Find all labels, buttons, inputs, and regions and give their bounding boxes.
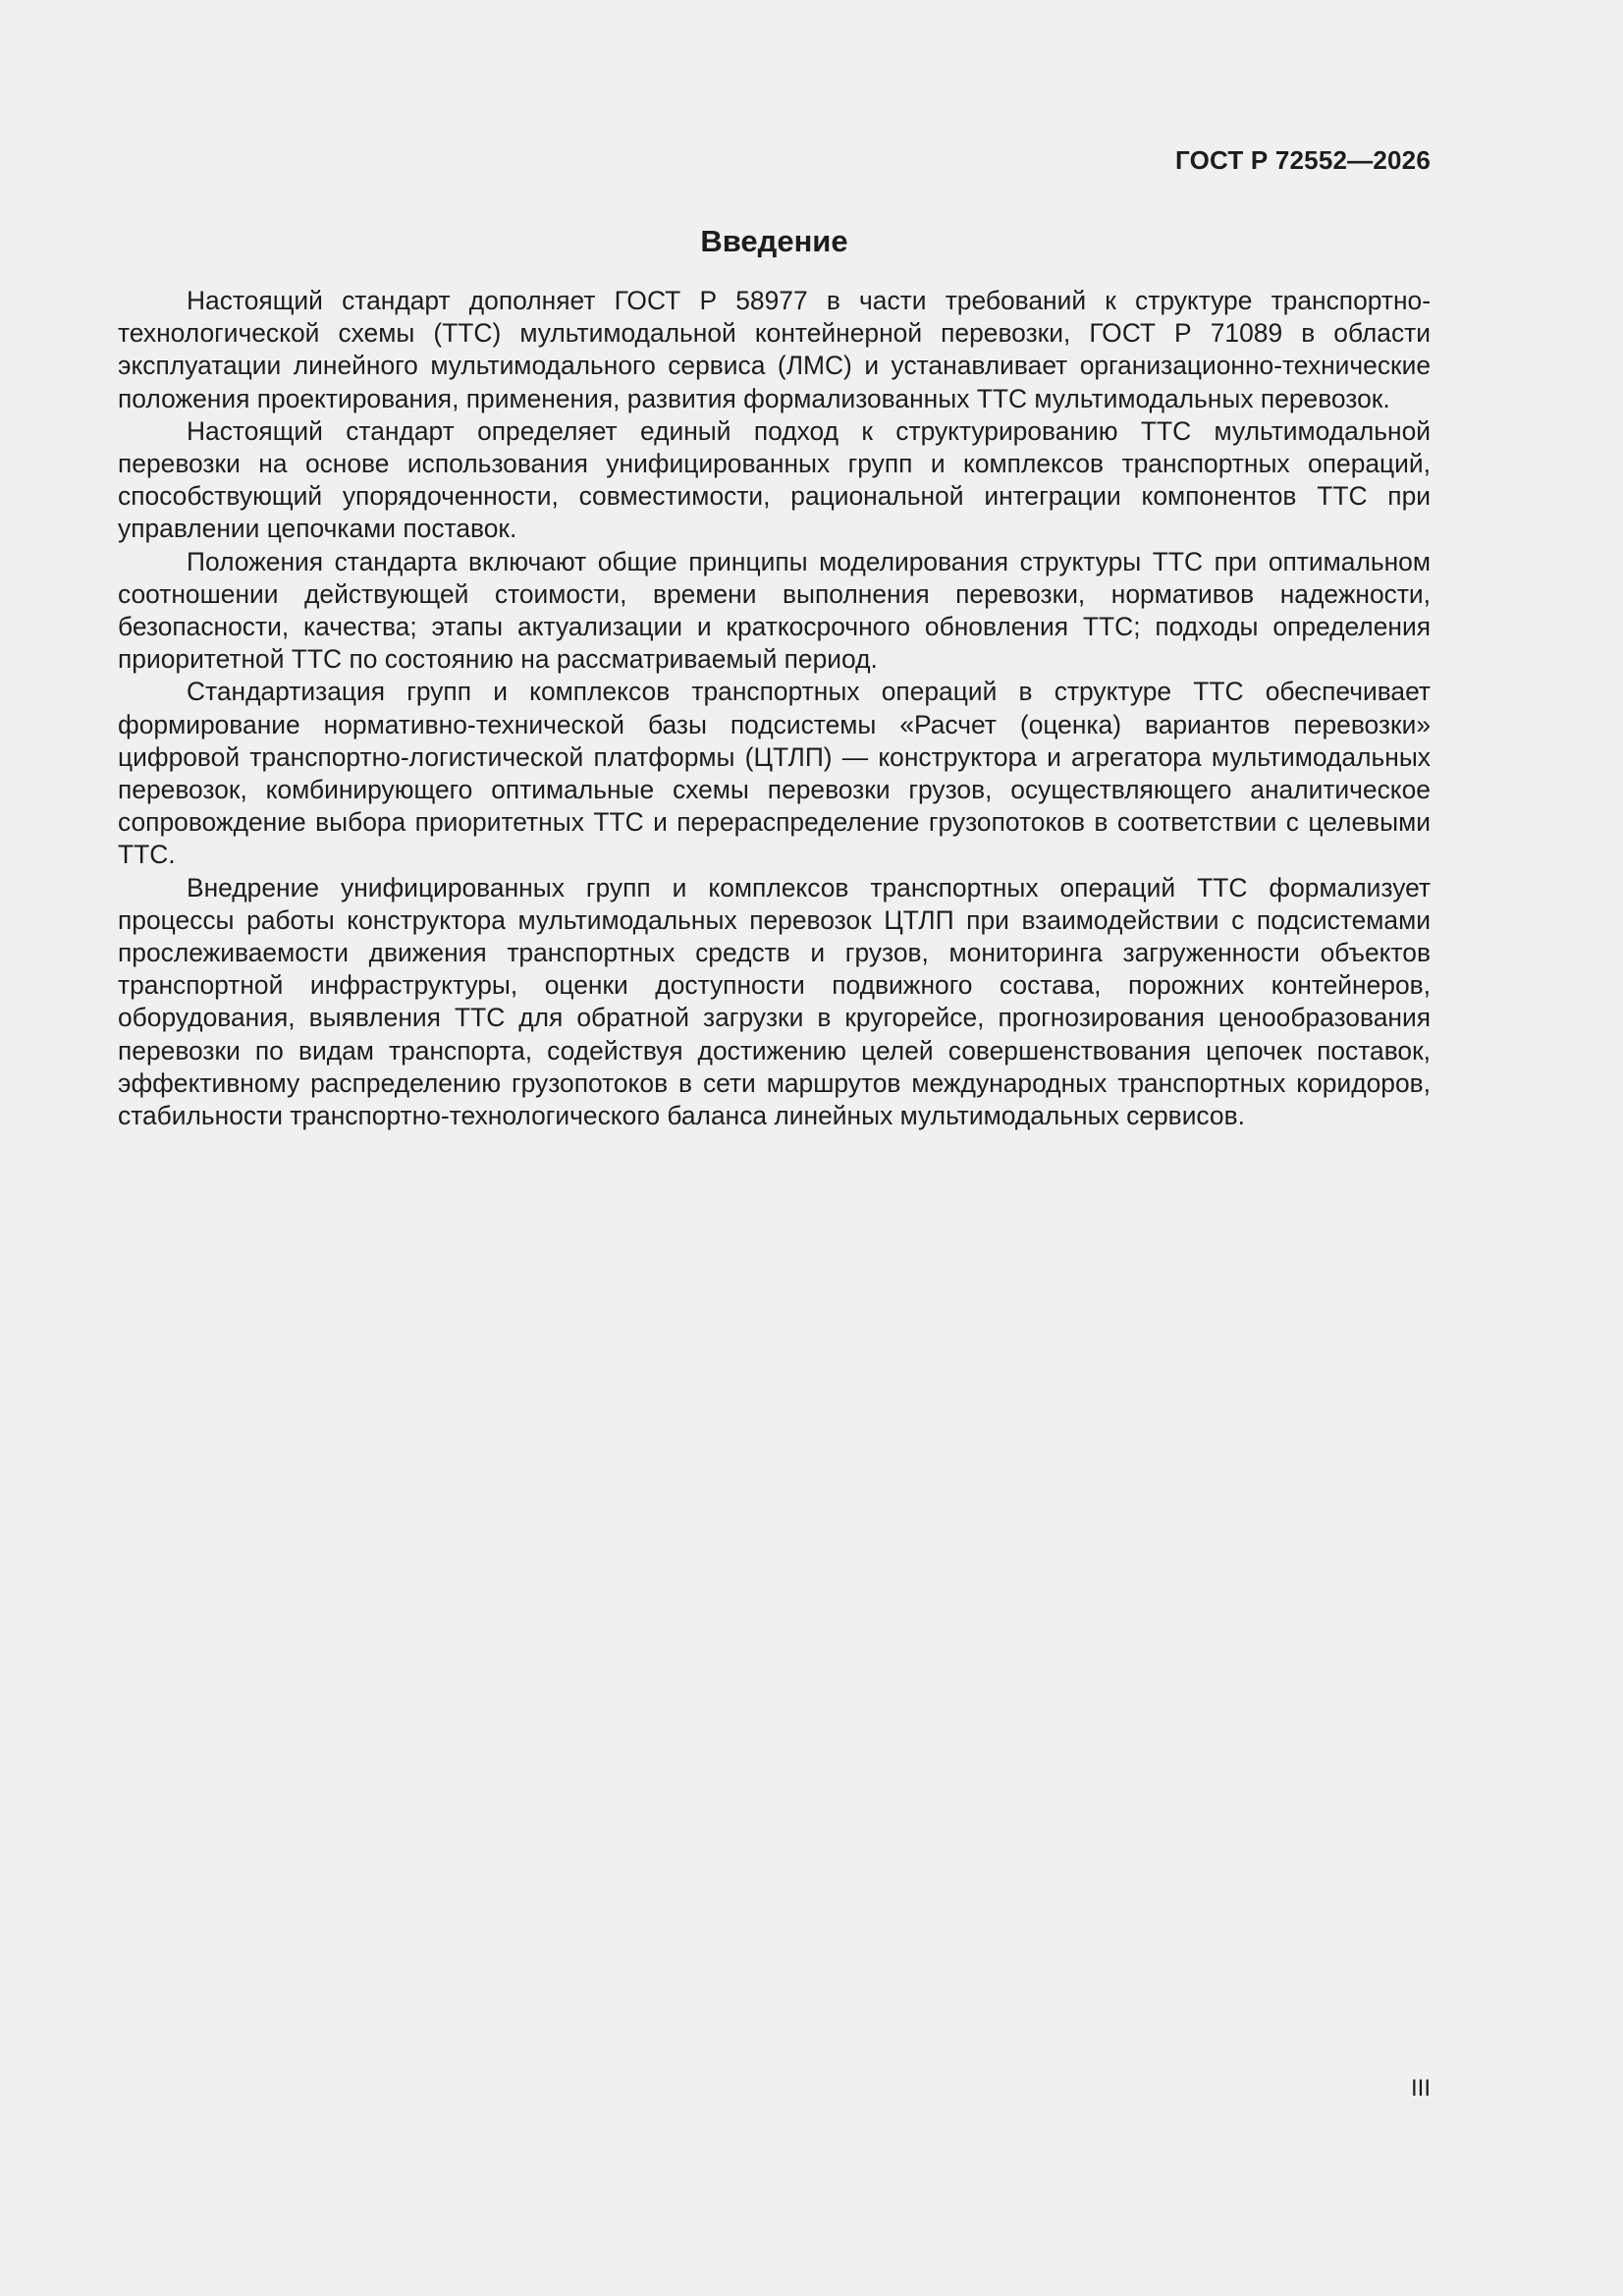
paragraph-2: Настоящий стандарт определяет единый подход к структурированию ТТС мультимодальной перевозки на основе использования унифицированных групп и комплексов транспортных операций, способствующий упорядоченности, совместимости, рациональной интеграции компонентов ТТС при управлении цепочками поставок.	[118, 415, 1431, 544]
paragraph-4: Стандартизация групп и комплексов транспортных операций в структуре ТТС обеспечивает формирование нормативно-технической базы подсистемы «Расчет (оценка) вариантов перевозки» цифровой транспортно-логистической платформы (ЦТЛП) — конструктора и агрегатора мультимодальных перевозок, комбинирующего оптимальные схемы перевозки грузов, осуществляющего аналитическое сопровождение выбора приоритетных ТТС и перераспределение грузопотоков в соответствии с целевыми ТТС.	[118, 677, 1431, 870]
page-number: III	[1410, 2075, 1431, 2102]
paragraph-3: Положения стандарта включают общие принципы моделирования структуры ТТС при оптимальном соотношении действующей стоимости, времени выполнения перевозки, нормативов надежности, безопасности, качества; этапы актуализации и краткосрочного обновления ТТС; подходы определения приоритетной ТТС по состоянию на рассматриваемый период.	[118, 546, 1431, 675]
paragraph-1: Настоящий стандарт дополняет ГОСТ Р 58977 в части требований к структуре транспортно-технологической схемы (ТТС) мультимодальной контейнерной перевозки, ГОСТ Р 71089 в области эксплуатации линейного мультимодального сервиса (ЛМС) и устанавливает организационно-технические положения проектирования, применения, развития формализованных ТТС мультимодальных перевозок.	[118, 286, 1431, 413]
paragraph-5: Внедрение унифицированных групп и комплексов транспортных операций ТТС формализует процессы работы конструктора мультимодальных перевозок ЦТЛП при взаимодействии с подсистемами прослеживаемости движения транспортных средств и грузов, мониторинга загруженности объектов транспортной инфраструктуры, оценки доступности подвижного состава, порожних контейнеров, оборудования, выявления ТТС для обратной загрузки в кругорейсе, прогнозирования ценообразования перевозки по видам транспорта, содействуя достижению целей совершенствования цепочек поставок, эффективному распределению грузопотоков в сети маршрутов международных транспортных коридоров, стабильности транспортно-технологического баланса линейных мультимодальных сервисов.	[118, 872, 1431, 1131]
section-title: Введение	[700, 224, 848, 258]
document-code: ГОСТ Р 72552—2026	[1175, 145, 1431, 175]
section-body	[118, 285, 1431, 1132]
